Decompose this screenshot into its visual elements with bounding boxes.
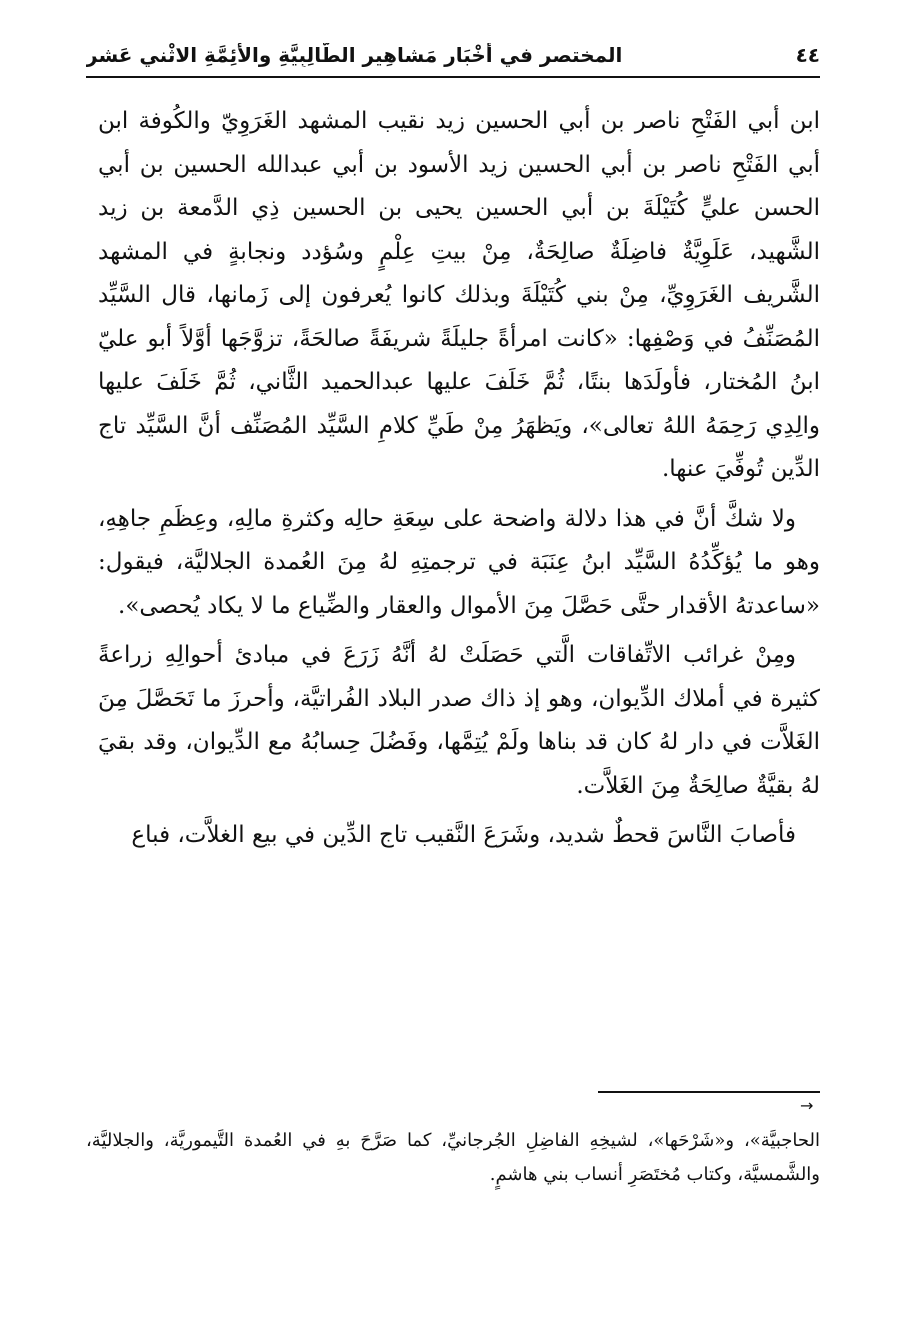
- paragraph: ولا شكَّ أنَّ في هذا دلالة واضحة على سِعَةِ حالِه وكثرةِ مالِهِ، وعِظَمِ جاهِهِ، وهو ما يُؤكِّدُهُ السَّيِّد ابنُ عِنَبَة في ترجمتِهِ لهُ مِنَ العُمدة الجلاليَّة، فيقول: «ساعدتهُ الأقدار حتَّى حَصَّلَ مِنَ الأموال والعقار والضِّياع ما لا يكاد يُحصى».: [98, 505, 820, 619]
- paragraph: فأصابَ النَّاسَ قحطٌ شديد، وشَرَعَ النَّقيب تاج الدِّين في بيع الغلاَّت، فباع: [131, 822, 796, 848]
- footnote-text: الحاجبيَّة»، و«شَرْحَها»، لشيخِهِ الفاضِلِ الجُرجانيِّ، كما صَرَّحَ بهِ في العُمدة التَّيموريَّة، والجلاليَّة، والشَّمسيَّة، وكتاب مُختَصَرِ أنساب بني هاشمٍ.: [86, 1130, 820, 1185]
- page-number: ٤٤: [795, 43, 820, 67]
- paragraph: ابن أبي الفَتْحِ ناصر بن أبي الحسين زيد نقيب المشهد الغَرَوِيّ والكُوفة ابن أبي الفَتْحِ ناصر بن أبي الحسين زيد الأسود بن أبي عبدالله الحسين بن أبي الحسن عليٍّ كُتَيْلَةَ بن أبي الحسين يحيى بن الحسين ذِي الدَّمعة بن زيد الشَّهيد، عَلَوِيَّةٌ فاضِلَةٌ صالِحَةٌ، مِنْ بيتِ عِلْمٍ وسُؤدد ونجابةٍ في المشهد الشَّريف الغَرَوِيِّ، مِنْ بني كُتَيْلَةَ وبذلك كانوا يُعرفون إلى زَمانها، قال السَّيِّد المُصَنِّفُ في وَصْفِها: «كانت امرأةً جليلَةً شريفَةً صالحَةً، تزوَّجَها أوَّلاً أبو عليّ ابنُ المُختار، فأولَدَها بنتًا، ثُمَّ خَلَفَ عليها عبدالحميد الثَّاني، ثُمَّ خَلَفَ عليها والِدِي رَحِمَهُ اللهُ تعالى»، ويَظهَرُ مِنْ طَيِّ كلامِ السَّيِّد المُصَنِّف أنَّ السَّيِّد تاج الدِّين تُوفِّيَ عنها.: [98, 108, 820, 482]
- main-text: [98, 100, 820, 864]
- paragraph: ومِنْ غرائب الاتِّفاقات الَّتي حَصَلَتْ لهُ أنَّهُ زَرَعَ في مبادئ أحوالِهِ زراعةً كثيرة في أملاك الدِّيوان، وهو إذ ذاك صدر البلاد الفُراتيَّة، وأحرزَ ما تَحَصَّلَ مِنَ الغَلاَّت في دار لهُ كان قد بناها ولَمْ يُتِمَّها، وفَضُلَ حِسابُهُ مع الدِّيوان، وقد بقيَ لهُ بقيَّةٌ صالِحَةٌ مِنَ الغَلاَّت.: [98, 642, 820, 799]
- footnote-separator: [598, 1091, 820, 1093]
- continuation-arrow-icon: →: [800, 1096, 814, 1115]
- footnote: [86, 1124, 820, 1192]
- running-title: المختصر في أَخْبَارِ مَشاهِيرِ الطَّالِبِيَّةِ والأئِمَّةِ الاثْني عَشر: [86, 43, 623, 67]
- running-header: [86, 34, 820, 78]
